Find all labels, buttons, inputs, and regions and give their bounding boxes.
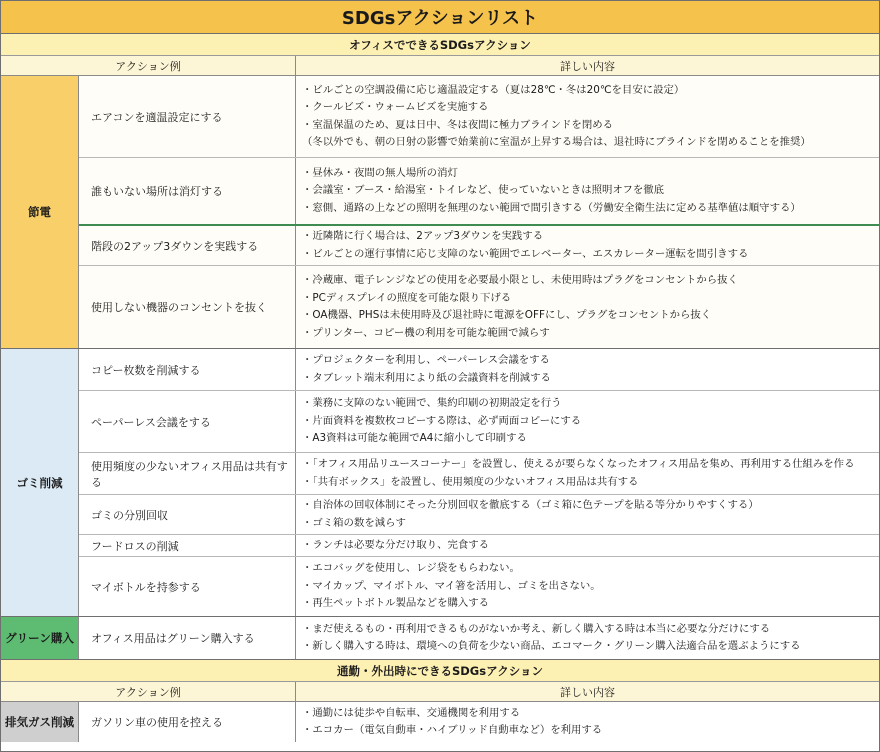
table-row bbox=[79, 495, 879, 535]
detail-line: ・窓側、通路の上などの照明を無理のない範囲で間引きする（労働安全衛生法に定める基準値は順守する） bbox=[302, 201, 801, 214]
detail-line: ・マイカップ、マイボトル、マイ箸を活用し、ゴミを出さない。 bbox=[302, 579, 601, 592]
detail-line: ・再生ペットボトル製品などを購入する bbox=[302, 597, 490, 610]
table-row bbox=[79, 702, 879, 742]
table-row bbox=[79, 617, 879, 659]
action-cell: ガソリン車の使用を控える bbox=[79, 702, 296, 742]
action-cell: ペーパーレス会議をする bbox=[79, 391, 296, 452]
detail-cell bbox=[296, 391, 879, 452]
detail-cell bbox=[296, 557, 879, 616]
table-row bbox=[79, 349, 879, 391]
detail-line: ・「オフィス用品リユースコーナー」を設置し、使えるが要らなくなったオフィス用品を集め、再利用する仕組みを作る bbox=[302, 458, 855, 470]
detail-line: ・近隣階に行く場合は、2アップ3ダウンを実践する bbox=[302, 230, 544, 242]
action-cell: 誰もいない場所は消灯する bbox=[79, 158, 296, 224]
table-row bbox=[79, 535, 879, 557]
table-row bbox=[79, 266, 879, 348]
action-cell: ゴミの分別回収 bbox=[79, 495, 296, 534]
detail-line: ・「共有ボックス」を設置し、使用頻度の少ないオフィス用品は共有する bbox=[302, 475, 639, 488]
group-label: 排気ガス削減 bbox=[1, 702, 79, 742]
page-title: SDGsアクションリスト bbox=[1, 1, 879, 34]
detail-line: ・タブレット端末利用により紙の会議資料を削減する bbox=[302, 371, 551, 384]
action-cell: オフィス用品はグリーン購入する bbox=[79, 617, 296, 659]
detail-cell bbox=[296, 453, 879, 494]
detail-line: ・業務に支障のない範囲で、集約印刷の初期設定を行う bbox=[302, 397, 562, 410]
detail-cell bbox=[296, 226, 879, 265]
table-row bbox=[79, 158, 879, 226]
detail-cell bbox=[296, 266, 879, 348]
detail-line: ・昼休み・夜間の無人場所の消灯 bbox=[302, 166, 458, 179]
action-cell: 階段の2アップ3ダウンを実践する bbox=[79, 226, 296, 265]
detail-line: ・ビルごとの空調設備に応じ適温設定する（夏は28℃・冬は20℃を目安に設定） bbox=[302, 83, 685, 96]
detail-line: ・クールビズ・ウォームビズを実施する bbox=[302, 101, 489, 113]
detail-line: ・プリンター、コピー機の利用を可能な範囲で減らす bbox=[302, 326, 550, 339]
table-row bbox=[79, 391, 879, 453]
detail-cell bbox=[296, 702, 879, 742]
action-cell: 使用頻度の少ないオフィス用品は共有する bbox=[79, 453, 296, 494]
column-header-action: アクション例 bbox=[1, 682, 296, 701]
detail-line: ・自治体の回収体制にそった分別回収を徹底する（ゴミ箱に色テープを貼る等分かりやすくする） bbox=[302, 499, 759, 511]
column-header-action: アクション例 bbox=[1, 56, 296, 75]
detail-line: （冬以外でも、朝の日射の影響で始業前に室温が上昇する場合は、退社時にブラインドを閉めることを推奨） bbox=[302, 136, 811, 148]
detail-cell bbox=[296, 535, 879, 556]
detail-cell bbox=[296, 349, 879, 390]
action-cell: 使用しない機器のコンセントを抜く bbox=[79, 266, 296, 348]
detail-line: ・プロジェクターを利用し、ペーパーレス会議をする bbox=[302, 354, 550, 366]
table-row bbox=[79, 453, 879, 495]
column-header-detail: 詳しい内容 bbox=[560, 59, 615, 73]
detail-line: ・ビルごとの運行事情に応じ支障のない範囲でエレベーター、エスカレーター運転を間引きする bbox=[302, 247, 749, 260]
group-waste-reduction bbox=[1, 349, 879, 617]
table-row bbox=[79, 76, 879, 158]
detail-line: ・OA機器、PHSは未使用時及び退社時に電源をOFFにし、プラグをコンセントから抜く bbox=[302, 309, 712, 321]
group-green-purchasing bbox=[1, 617, 879, 660]
group-power-saving bbox=[1, 76, 879, 349]
detail-cell bbox=[296, 617, 879, 659]
detail-line: ・会議室・ブース・給湯室・トイレなど、使っていないときは照明オフを徹底 bbox=[302, 184, 665, 197]
group-label: 節電 bbox=[1, 76, 79, 348]
group-exhaust-reduction bbox=[1, 702, 879, 742]
detail-line: ・エコカー（電気自動車・ハイブリッド自動車など）を利用する bbox=[302, 724, 603, 736]
action-cell: マイボトルを持参する bbox=[79, 557, 296, 616]
table-row bbox=[79, 557, 879, 616]
column-header-office bbox=[1, 56, 879, 76]
column-header-commute bbox=[1, 682, 879, 702]
action-cell: エアコンを適温設定にする bbox=[79, 76, 296, 157]
detail-cell bbox=[296, 76, 879, 157]
detail-line: ・ランチは必要な分だけ取り、完食する bbox=[302, 538, 490, 551]
table-row bbox=[79, 226, 879, 266]
group-label: ゴミ削減 bbox=[1, 349, 79, 616]
group-label: グリーン購入 bbox=[1, 617, 79, 659]
detail-line: ・新しく購入する時は、環境への負荷を少ない商品、エコマーク・グリーン購入法適合品を選ぶようにする bbox=[302, 640, 801, 652]
detail-line: ・エコバッグを使用し、レジ袋をもらわない。 bbox=[302, 562, 520, 575]
detail-line: ・室温保温のため、夏は日中、冬は夜間に極力ブラインドを閉める bbox=[302, 118, 613, 131]
detail-line: ・片面資料を複数枚コピーする際は、必ず両面コピーにする bbox=[302, 414, 582, 427]
column-header-detail: 詳しい内容 bbox=[560, 685, 615, 699]
detail-line: ・PCディスプレイの照度を可能な限り下げる bbox=[302, 291, 512, 304]
action-cell: フードロスの削減 bbox=[79, 535, 296, 556]
detail-line: ・まだ使えるもの・再利用できるものがないか考え、新しく購入する時は本当に必要な分だけにする bbox=[302, 622, 771, 635]
detail-line: ・通勤には徒歩や自転車、交通機関を利用する bbox=[302, 706, 521, 719]
detail-line: ・A3資料は可能な範囲でA4に縮小して印刷する bbox=[302, 432, 527, 445]
section-heading-commute: 通勤・外出時にできるSDGsアクション bbox=[1, 660, 879, 682]
detail-line: ・ゴミ箱の数を減らす bbox=[302, 516, 406, 529]
detail-line: ・冷蔵庫、電子レンジなどの使用を必要最小限とし、未使用時はプラグをコンセントから抜く bbox=[302, 274, 738, 286]
section-heading-office: オフィスでできるSDGsアクション bbox=[1, 34, 879, 56]
detail-cell bbox=[296, 158, 879, 224]
action-cell: コピー枚数を削減する bbox=[79, 349, 296, 390]
detail-cell bbox=[296, 495, 879, 534]
